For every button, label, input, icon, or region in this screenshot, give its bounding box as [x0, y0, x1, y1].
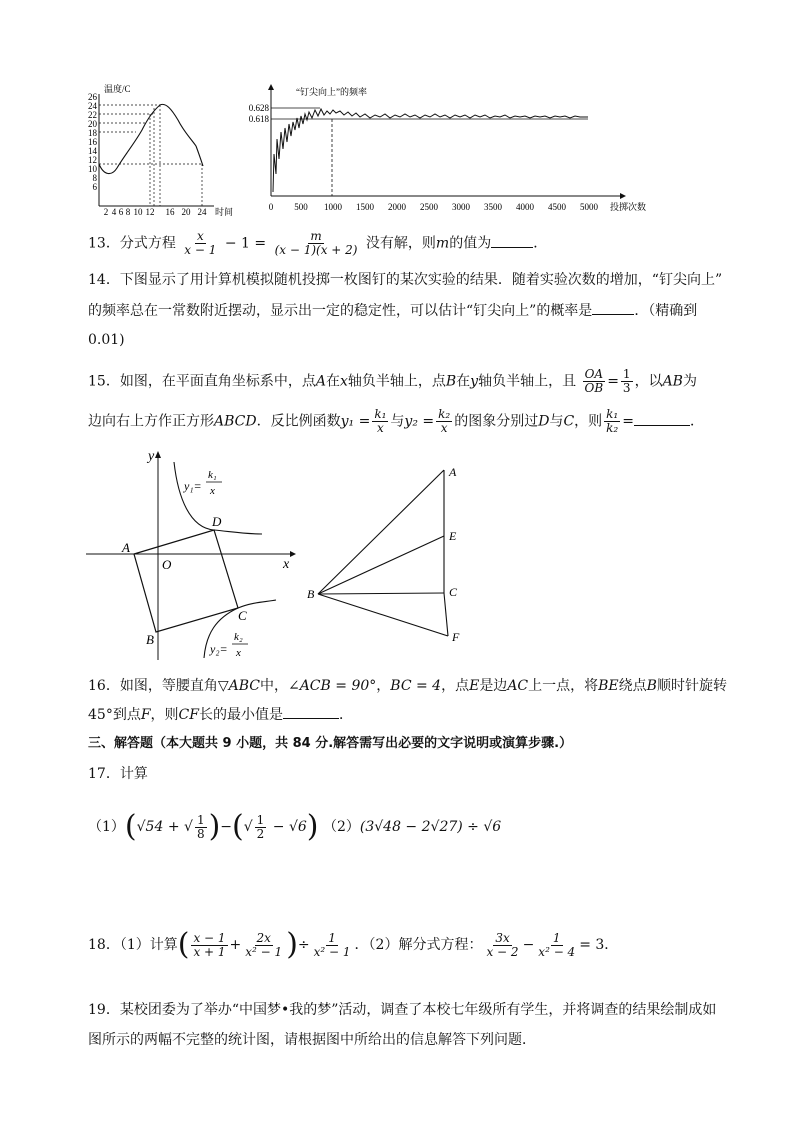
q15-text: ，以: [634, 373, 663, 390]
q18-eq: = 3: [579, 937, 605, 953]
fig16-point-a: A: [449, 465, 457, 479]
q15-text: 为: [682, 373, 697, 390]
freq-xtick: 4500: [548, 202, 566, 212]
q15-k1-over-x: [372, 408, 388, 435]
q16-text: 中，: [259, 678, 288, 694]
temp-xtick: 2: [103, 207, 109, 217]
q15-point-a: A: [315, 373, 326, 390]
q15-answer-blank[interactable]: [634, 411, 690, 426]
q13-tail: 没有解，则: [365, 235, 436, 252]
q16-text: 16．如图，等腰直角: [88, 678, 218, 694]
q16-triangle-figure: [302, 460, 472, 650]
question-16-line-2: [88, 704, 353, 725]
q15-eq2: =: [622, 413, 634, 430]
q17-p1-sqrt: √: [243, 819, 253, 835]
temp-xtick: 20: [181, 207, 191, 217]
temp-ytick: 20: [88, 119, 97, 129]
question-13: [88, 230, 547, 257]
q13-fraction-2: [273, 230, 360, 257]
temp-ytick: 24: [88, 101, 97, 111]
q18-g1-den: x − 2: [486, 944, 519, 959]
q18-plus: +: [229, 937, 242, 953]
q15-text: 与: [549, 413, 564, 430]
temp-xtick: 12: [145, 207, 155, 217]
q16-text: 45°到点: [88, 707, 141, 723]
temp-ytick: 6: [92, 182, 97, 192]
freq-xtick: 1500: [356, 202, 374, 212]
freq-xtick: 3000: [452, 202, 470, 212]
fig16-point-e: E: [449, 529, 457, 543]
freq-xtick: 2000: [388, 202, 406, 212]
q15-text: 与: [390, 413, 405, 430]
question-16-line-1: [88, 676, 727, 696]
q16-text: ，点: [441, 678, 470, 694]
freq-xtick: 1000: [324, 202, 342, 212]
q17-p1-f-den: 8: [196, 826, 205, 841]
q18-f2-num: 2x: [256, 930, 271, 945]
q15-y2: y₂ =: [404, 413, 435, 430]
fig15-k1: k₁: [208, 469, 217, 481]
fig15-x-den: x: [236, 647, 241, 659]
fig15-square: [134, 530, 238, 632]
question-15-line-1: [88, 368, 697, 395]
q16-cf: CF: [178, 707, 199, 723]
q15-r-den: k₂: [606, 421, 619, 435]
freq-xlabel: 投掷次数: [610, 202, 647, 212]
frequency-figure: [240, 84, 660, 220]
q15-point-c: C: [563, 413, 575, 430]
q16-e: E: [469, 678, 480, 694]
temp-xtick: 10: [133, 207, 143, 217]
fig15-k2: k₂: [234, 631, 243, 643]
freq-xtick: 3500: [484, 202, 502, 212]
q18-f1: [191, 932, 227, 959]
q17-p2-expr: (3√48 − 2√27) ÷ √6: [359, 819, 502, 835]
fig15-y2-lhs: y₂=: [210, 642, 228, 656]
q15-x-den: x: [376, 421, 384, 435]
fig15-y-label: y: [148, 449, 155, 464]
q18-f3: [312, 932, 353, 959]
q15-x-den: x: [440, 421, 448, 435]
q18-part-1-label: 18．（1）计算: [88, 937, 178, 953]
question-17-expressions: （1）(√54 + √ $\frac{1}{8}$ )−(√ $\frac{1}{2}$ − √6) （2）(3√48 − 2√27) ÷ √6: [88, 809, 502, 844]
question-19-line-1: 19．某校团委为了举办“中国梦•我的梦”活动，调查了本校七年级所有学生，并将调查的结果绘制成如: [88, 1002, 717, 1018]
q18-f2: [243, 932, 284, 959]
q15-r-num: k₁: [606, 407, 619, 421]
q16-text: 顺时针旋转: [656, 678, 727, 694]
freq-xtick: 500: [294, 202, 308, 212]
temp-ytick: 22: [88, 110, 97, 120]
q15-y: y: [470, 373, 479, 390]
q16-f: F: [140, 707, 151, 723]
q18-part-2-label: ．（2）解分式方程：: [354, 937, 483, 953]
temp-ytick: 10: [88, 164, 97, 174]
question-14-line-3: 0.01): [88, 332, 125, 348]
q15-abcd: ABCD: [214, 413, 257, 430]
q17-p1-h-den: 2: [256, 826, 265, 841]
q16-be: BE: [598, 678, 619, 694]
temp-ytick: 8: [92, 173, 97, 183]
temp-ytick: 26: [88, 92, 97, 102]
question-14-line-2: [88, 300, 697, 321]
fig15-origin-label: O: [162, 557, 172, 572]
temp-ytick: 14: [88, 146, 97, 156]
temp-xlabel: 时间: [215, 207, 234, 217]
section-3-heading: 三、解答题（本大题共 9 小题，共 84 分.解答需写出必要的文字说明或演算步骤.）: [88, 736, 573, 751]
q13-f2-num: m: [310, 229, 322, 243]
temp-ytick: 12: [88, 155, 97, 165]
q15-ab: AB: [662, 373, 683, 390]
fig15-x-den: x: [210, 485, 215, 497]
temp-xtick: 4: [111, 207, 117, 217]
q15-ratio: [583, 368, 606, 395]
q17-p1-h-num: 1: [256, 812, 265, 827]
q16-answer-blank[interactable]: [283, 704, 339, 719]
q17-p1-mid: −: [220, 819, 233, 835]
q17-p1-frac: [195, 814, 207, 841]
q15-text: 边向右上方作正方形: [88, 413, 214, 430]
question-14-line-1: 14．下图显示了用计算机模拟随机投掷一枚图钉的某次实验的结果．随着实验次数的增加，“钉尖向上”: [88, 272, 723, 288]
question-19-line-2: 图所示的两幅不完整的统计图，请根据图中所给出的信息解答下列问题．: [88, 1032, 536, 1048]
q15-text: ．反比例函数: [256, 413, 341, 430]
q18-div: ÷: [297, 937, 310, 953]
freq-xtick: 5000: [580, 202, 598, 212]
q13-tail2: 的值为: [449, 235, 492, 252]
q13-f1-num: x: [196, 229, 204, 243]
q15-point-d: D: [538, 413, 550, 430]
q13-fraction-1: [182, 230, 218, 257]
q18-end: ．: [604, 937, 619, 953]
freq-title: “钉尖向上”的频率: [296, 87, 367, 97]
temp-ylabel: 温度/C: [104, 84, 131, 94]
q18-g2-num: 1: [552, 930, 561, 945]
q18-g1: [484, 932, 520, 959]
q15-text: 轴负半轴上，且: [478, 373, 577, 390]
fig15-point-d: D: [212, 514, 222, 529]
q17-p1-half: [255, 814, 267, 841]
q15-end: ．: [689, 413, 704, 430]
q17-p1-a: √54 +: [136, 819, 185, 835]
q18-f2-den: x² − 1: [245, 944, 283, 959]
q15-text: 在: [325, 373, 340, 390]
q17-p1-f-num: 1: [196, 812, 205, 827]
freq-xtick: 4000: [516, 202, 534, 212]
q15-y1: y₁ =: [340, 413, 371, 430]
q15-ratio-den: OB: [584, 381, 604, 395]
q17-p1-b: − √6: [268, 819, 307, 835]
q16-b: B: [646, 678, 657, 694]
temp-ytick: 16: [88, 137, 97, 147]
q14-line2a: 的频率总在一常数附近摆动，显示出一定的稳定性，可以估计“钉尖向上”的概率是: [88, 303, 593, 319]
freq-ytick: 0.618: [248, 114, 269, 124]
q15-text: 在: [456, 373, 471, 390]
q18-f1-num: x − 1: [193, 930, 226, 945]
q13-answer-blank[interactable]: [491, 233, 533, 248]
q14-answer-blank[interactable]: [592, 300, 634, 315]
q15-eq: =: [607, 373, 619, 390]
question-15-line-2: [88, 408, 704, 435]
q15-coordinate-figure: [86, 448, 300, 662]
q18-f3-num: 1: [328, 930, 336, 945]
q18-f1-den: x + 1: [193, 944, 226, 959]
fig16-point-f: F: [452, 630, 460, 644]
q18-g2: [536, 932, 577, 959]
fig15-point-b: B: [146, 632, 154, 647]
q15-text: 15．如图，在平面直角坐标系中，点: [88, 373, 316, 390]
q16-text: 是边: [479, 678, 508, 694]
temp-xtick: 6: [118, 207, 124, 217]
q15-text: 的图象分别过: [454, 413, 539, 430]
freq-xtick: 2500: [420, 202, 438, 212]
q15-k1: k₁: [374, 407, 387, 421]
q13-f2-den: (x − 1)(x + 2): [274, 243, 358, 257]
freq-ytick: 0.628: [248, 103, 269, 113]
q16-end: ．: [338, 707, 353, 723]
fig15-y1-lhs: y₁=: [184, 479, 202, 493]
q16-text: 上一点，将: [528, 678, 599, 694]
q15-ratio-num: OA: [584, 367, 604, 381]
q18-minus: −: [522, 937, 535, 953]
fig15-x-label: x: [283, 557, 290, 572]
q16-triangle: ▽ABC: [217, 678, 260, 694]
question-17-title: 17．计算: [88, 766, 148, 782]
q16-text: ，则: [150, 707, 179, 723]
q13-minus-one: − 1 =: [224, 235, 267, 252]
q13-var: m: [435, 235, 450, 252]
temperature-figure: [84, 84, 244, 220]
fig16-point-c: C: [449, 585, 458, 599]
q15-third-den: 3: [622, 381, 631, 395]
q18-g2-den: x² − 4: [538, 944, 576, 959]
q15-text: 轴负半轴上，点: [347, 373, 446, 390]
q13-f1-den: x − 1: [184, 243, 217, 257]
q16-ac: AC: [507, 678, 529, 694]
q13-prefix: 13．分式方程: [88, 235, 176, 252]
q15-point-b: B: [445, 373, 457, 390]
q15-x: x: [339, 373, 348, 390]
q16-angle: ∠ACB = 90°: [287, 678, 377, 694]
q18-f3-den: x² − 1: [313, 944, 351, 959]
fig16-point-b: B: [307, 587, 315, 601]
q17-part-2-label: （2）: [322, 819, 360, 835]
q15-k2-over-x: [436, 408, 452, 435]
temp-xtick: 16: [165, 207, 175, 217]
q18-g1-num: 3x: [495, 930, 510, 945]
temp-xtick: 24: [197, 207, 207, 217]
question-18: 18．（1）计算( $\frac{x - 1}{x + 1}$ + $\frac{2x}{\text{x² − 1}}$ )÷ $\frac{1}{\text{x² − 1}}$ ．（2）解分式方程： $\frac{3x}{x - 2}$ − $\frac{1}{\text{x² − 4}}$ = 3．: [88, 927, 619, 962]
q15-text: ，则: [574, 413, 603, 430]
q15-k1-over-k2: [604, 408, 620, 435]
q15-k2: k₂: [438, 407, 451, 421]
fig15-point-a: A: [122, 540, 130, 555]
q17-part-1-label: （1）: [88, 819, 125, 835]
q16-sep: ，: [376, 678, 391, 694]
temp-ytick: 18: [88, 128, 97, 138]
freq-xtick: 0: [268, 202, 274, 212]
fig15-point-c: C: [238, 608, 247, 623]
q15-third: [621, 368, 633, 395]
q13-end: ．: [533, 235, 548, 252]
q16-text: 长的最小值是: [198, 707, 283, 723]
q15-third-num: 1: [622, 367, 631, 381]
q14-line2b: ．（精确到: [634, 303, 698, 319]
q16-text: 绕点: [618, 678, 647, 694]
temp-xtick: 8: [125, 207, 131, 217]
q16-bc: BC = 4: [390, 678, 442, 694]
